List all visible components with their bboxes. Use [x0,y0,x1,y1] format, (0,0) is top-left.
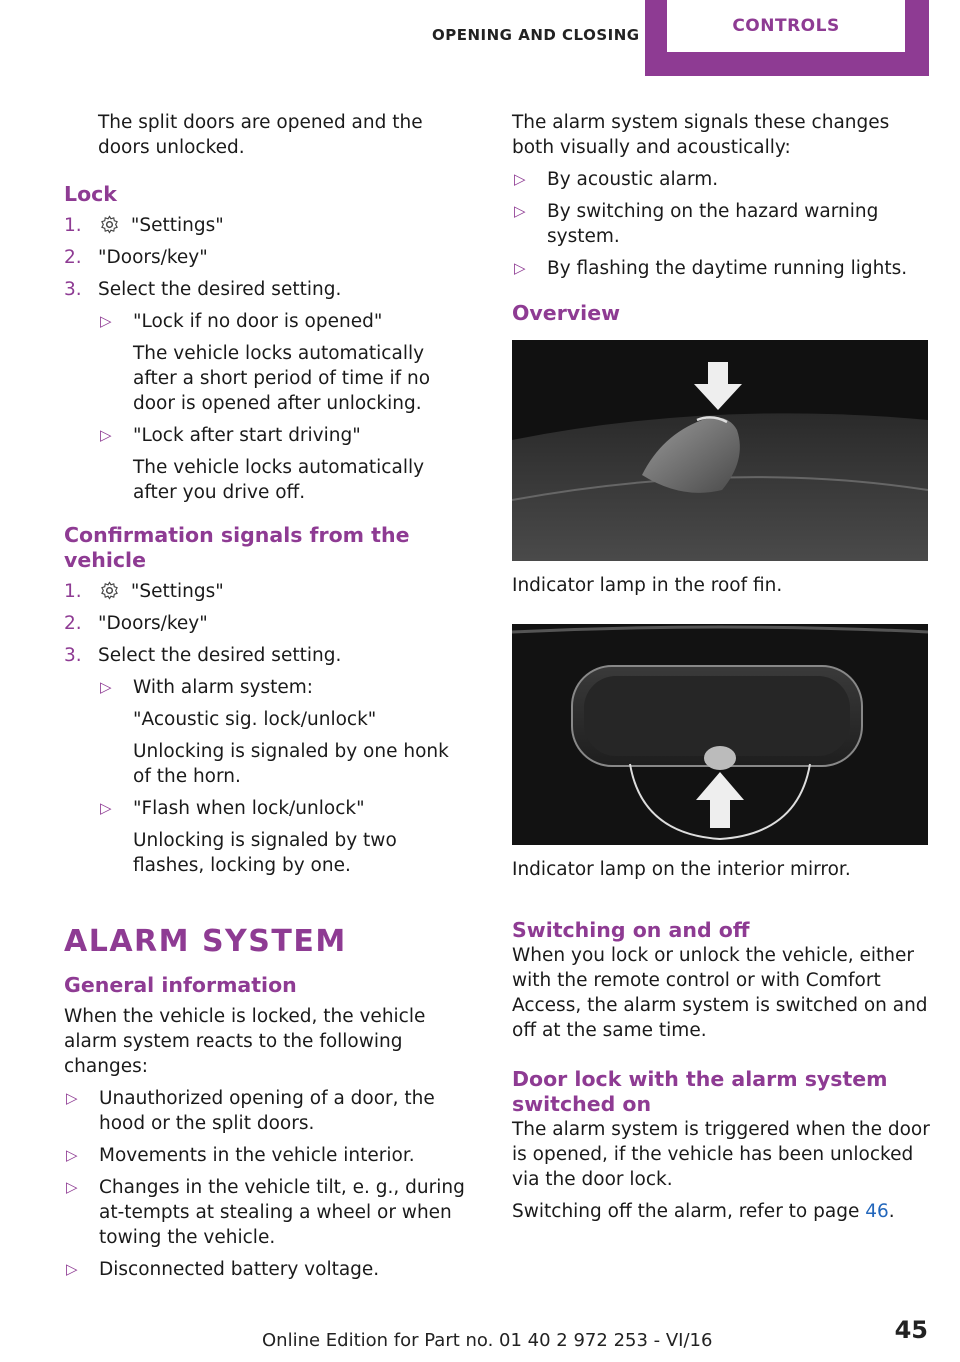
signal-text: By flashing the daytime running lights. [547,258,908,279]
signal-text: By switching on the hazard warning system. [547,201,879,247]
step-text: "Doors/key" [98,613,208,634]
confirm-option-1 [98,675,469,789]
step-text: "Settings" [130,215,224,236]
gear-icon [100,215,119,234]
triangle-bullet-icon: ▷ [100,312,112,330]
reference-text: Switching off the alarm, refer to page [512,1201,860,1222]
change-text: Unauthorized opening of a door, the hood or the split doors. [99,1088,435,1134]
triangle-bullet-icon: ▷ [514,259,526,277]
switching-text: When you lock or unlock the vehicle, either with the remote control or with Comfort Access, the alarm system is switched on and off at the same time. [512,945,928,1041]
general-information-text: When the vehicle is locked, the vehicle alarm system reacts to the following changes: [64,1006,426,1077]
door-lock-heading: Door lock with the alarm system switched on [512,1067,888,1116]
lock-option-1 [98,309,469,416]
confirm-option-2 [98,796,469,878]
step-text: "Settings" [130,581,224,602]
triangle-bullet-icon: ▷ [100,678,112,696]
lock-heading: Lock [64,182,117,206]
signal-item-3 [512,256,930,281]
option-description: The vehicle locks automatically after a short period of time if no door is opened after unlocking. [133,343,431,414]
signal-item-1 [512,167,930,192]
door-lock-text: The alarm system is triggered when the door is opened, if the vehicle has been unlocked via the door lock. [512,1119,930,1190]
option-description: The vehicle locks automatically after you drive off. [133,457,425,503]
lock-step-1 [64,213,469,238]
lock-option-2 [98,423,469,505]
switching-heading: Switching on and off [512,918,750,942]
alarm-reference [512,1199,930,1224]
triangle-bullet-icon: ▷ [66,1178,78,1196]
option-label: "Lock if no door is opened" [133,311,383,332]
step-text: Select the desired setting. [98,279,342,300]
option-description: Unlocking is signaled by two flashes, locking by one. [133,830,397,876]
overview-heading: Overview [512,301,621,325]
triangle-bullet-icon: ▷ [66,1260,78,1278]
roof-fin-figure [512,340,928,561]
triangle-bullet-icon: ▷ [66,1089,78,1107]
roof-fin-caption: Indicator lamp in the roof fin. [512,575,783,596]
lock-step-2 [64,245,469,270]
left-column [64,110,469,1289]
right-column [512,110,930,1224]
page-number: 45 [894,1316,928,1344]
interior-mirror-figure [512,624,928,845]
option-label: With alarm system: [133,677,313,698]
lock-step-3 [64,277,469,302]
step-number: 1. [64,215,82,236]
triangle-bullet-icon: ▷ [514,170,526,188]
footer-edition: Online Edition for Part no. 01 40 2 972 253 - VI/16 [262,1330,713,1351]
step-number: 1. [64,581,82,602]
alarm-change-3 [64,1175,469,1250]
confirm-step-3 [64,643,469,668]
option-label: "Lock after start driving" [133,425,361,446]
alarm-change-2 [64,1143,469,1168]
roof-fin-illustration [512,340,928,561]
triangle-bullet-icon: ▷ [100,799,112,817]
confirm-step-2 [64,611,469,636]
step-number: 2. [64,613,82,634]
option-description: Unlocking is signaled by one honk of the horn. [133,741,449,787]
step-text: Select the desired setting. [98,645,342,666]
step-number: 3. [64,645,82,666]
triangle-bullet-icon: ▷ [100,426,112,444]
signals-intro: The alarm system signals these changes both visually and acoustically: [512,112,890,158]
confirm-step-1 [64,579,469,604]
signal-text: By acoustic alarm. [547,169,719,190]
intro-text: The split doors are opened and the doors unlocked. [98,112,423,158]
step-text: "Doors/key" [98,247,208,268]
interior-mirror-illustration [512,624,928,845]
change-text: Disconnected battery voltage. [99,1259,380,1280]
header-chapter-label: CONTROLS [667,0,905,52]
page-link[interactable]: 46 [865,1201,889,1222]
signal-item-2 [512,199,930,249]
alarm-change-1 [64,1086,469,1136]
reference-period: . [888,1201,895,1222]
triangle-bullet-icon: ▷ [66,1146,78,1164]
interior-mirror-caption: Indicator lamp on the interior mirror. [512,859,851,880]
option-label: "Flash when lock/unlock" [133,798,365,819]
change-text: Changes in the vehicle tilt, e. g., during at-tempts at stealing a wheel or when towing the vehicle. [99,1177,465,1248]
header-section-title: OPENING AND CLOSING [432,26,640,44]
step-number: 3. [64,279,82,300]
triangle-bullet-icon: ▷ [514,202,526,220]
header-chapter-tab [645,0,929,76]
gear-icon [100,581,119,600]
confirmation-heading: Confirmation signals from the vehicle [64,523,410,572]
step-number: 2. [64,247,82,268]
alarm-change-4 [64,1257,469,1282]
alarm-system-heading: ALARM SYSTEM [64,924,347,959]
general-information-heading: General information [64,973,297,997]
change-text: Movements in the vehicle interior. [99,1145,415,1166]
option-sub-label: "Acoustic sig. lock/unlock" [133,709,377,730]
